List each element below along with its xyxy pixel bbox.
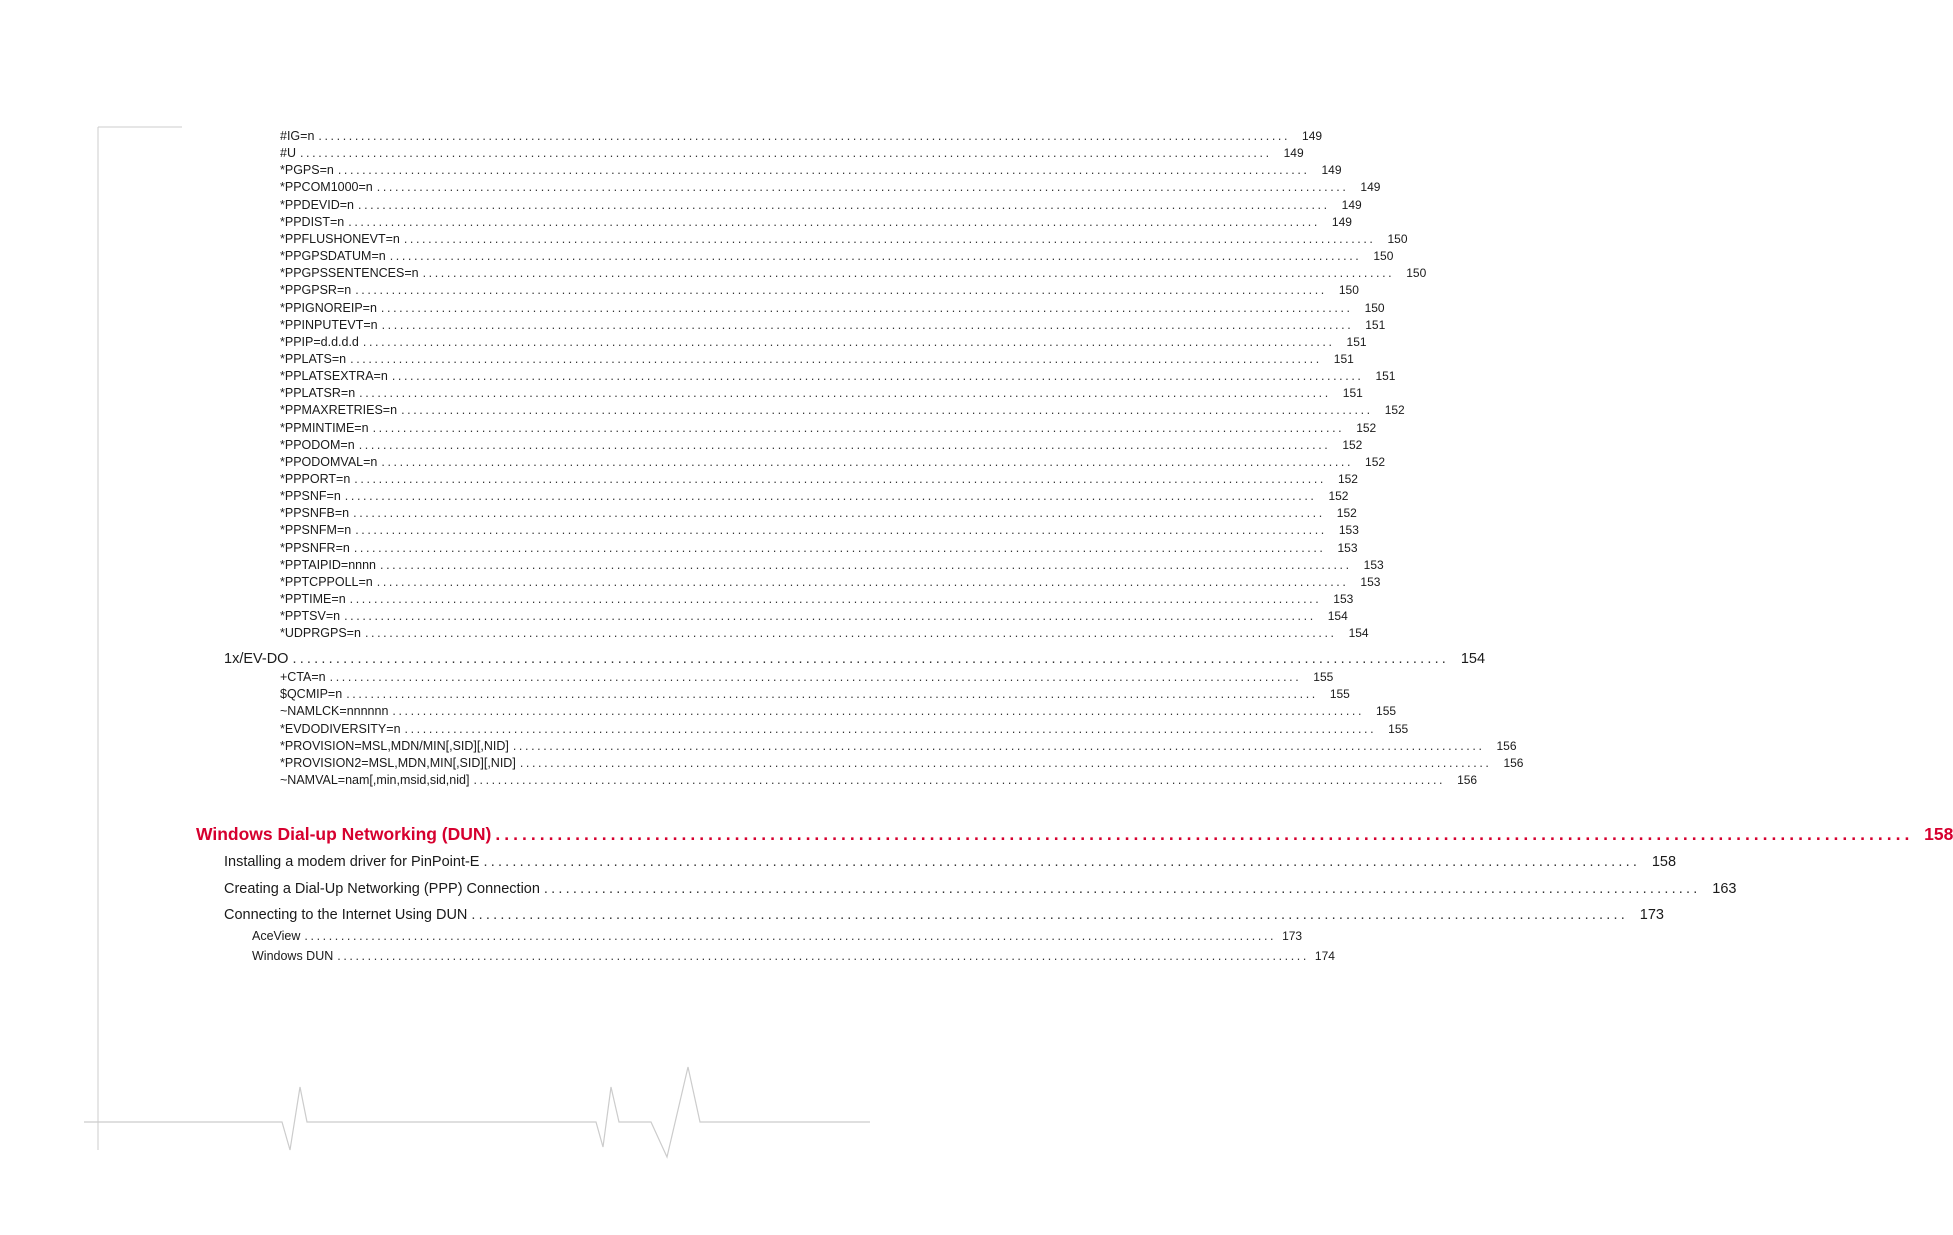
leader-dots: ................................................................................................................................................................ xyxy=(401,403,1373,418)
leader-dots: ................................................................................................................................................................ xyxy=(381,454,1354,469)
toc-page-number: 152 xyxy=(1328,489,1349,504)
toc-entry[interactable] xyxy=(280,248,1394,265)
toc-label: *PROVISION=MSL,MDN/MIN[,SID][,NID] xyxy=(280,738,509,753)
leader-dots: ................................................................................................................................................................ xyxy=(392,704,1365,719)
toc-label: *PPODOMVAL=n xyxy=(280,454,378,469)
leader-dots: ................................................................................................................................................................ xyxy=(380,300,1353,315)
leader-dots: ................................................................................................................................................................ xyxy=(495,824,1914,844)
toc-entry[interactable] xyxy=(280,300,1385,317)
toc-label: *PPSNF=n xyxy=(280,489,341,504)
toc-label: Creating a Dial-Up Networking (PPP) Connection xyxy=(224,881,540,897)
toc-label: *PPTCPPOLL=n xyxy=(280,574,373,589)
toc-page-number: 153 xyxy=(1337,540,1358,555)
toc-page-number: 149 xyxy=(1321,163,1342,178)
leader-dots: ................................................................................................................................................................ xyxy=(358,197,1330,212)
toc-entry[interactable] xyxy=(280,437,1363,454)
toc-entry[interactable] xyxy=(280,420,1377,437)
leader-dots: ................................................................................................................................................................ xyxy=(344,609,1316,624)
toc-entry[interactable] xyxy=(280,721,1409,738)
toc-page-number: 153 xyxy=(1338,523,1359,538)
leader-dots: ................................................................................................................................................................ xyxy=(389,249,1362,264)
toc-page-number: 150 xyxy=(1373,249,1394,264)
toc-entry[interactable] xyxy=(280,471,1358,488)
toc-entry[interactable] xyxy=(280,402,1405,419)
toc-page-number: 152 xyxy=(1336,506,1357,521)
leader-dots: ................................................................................................................................................................ xyxy=(512,738,1485,753)
toc-label: Connecting to the Internet Using DUN xyxy=(224,907,468,923)
toc-entry[interactable] xyxy=(280,454,1386,471)
leader-dots: ................................................................................................................................................................ xyxy=(349,592,1322,607)
toc-page-number: 152 xyxy=(1365,454,1386,469)
leader-dots: ................................................................................................................................................................ xyxy=(519,756,1492,770)
toc-entry[interactable] xyxy=(280,162,1342,179)
toc-page-number: 154 xyxy=(1348,626,1369,641)
toc-page-number: 153 xyxy=(1333,592,1354,607)
toc-label: *UDPRGPS=n xyxy=(280,626,361,641)
toc-label: *PPMINTIME=n xyxy=(280,420,369,435)
toc-page-number: 158 xyxy=(1651,854,1677,870)
toc-entry[interactable] xyxy=(280,625,1369,642)
toc-page-number: 155 xyxy=(1313,670,1334,684)
toc-entry[interactable] xyxy=(280,282,1359,299)
toc-page-number: 152 xyxy=(1356,420,1377,435)
toc-page-number: 151 xyxy=(1375,369,1396,384)
leader-dots: ................................................................................................................................................................ xyxy=(355,523,1327,538)
toc-page-number: 152 xyxy=(1337,472,1358,486)
toc-label: *PROVISION2=MSL,MDN,MIN[,SID][,NID] xyxy=(280,756,516,770)
toc-page-number: 150 xyxy=(1387,231,1408,246)
toc-entry[interactable] xyxy=(280,179,1381,196)
toc-entry[interactable] xyxy=(280,368,1396,385)
toc-label: *PPDIST=n xyxy=(280,214,345,229)
toc-page-number: 156 xyxy=(1457,773,1478,788)
pulse-line xyxy=(84,1067,870,1157)
toc-entry[interactable] xyxy=(280,145,1304,162)
toc-page-number: 163 xyxy=(1712,881,1737,897)
toc-label: ~NAMLCK=nnnnnn xyxy=(280,704,389,719)
toc-section-installing-modem-driver[interactable] xyxy=(224,852,1677,872)
toc-entry[interactable] xyxy=(280,385,1363,402)
toc-page-number: 173 xyxy=(1639,907,1664,923)
leader-dots: ................................................................................................................................................................ xyxy=(337,163,1310,178)
toc-chapter-title: Windows Dial-up Networking (DUN) xyxy=(196,824,492,844)
toc-page-number: 149 xyxy=(1283,146,1304,161)
toc-page-number: 156 xyxy=(1503,756,1524,770)
toc-chapter-windows-dun[interactable] xyxy=(196,822,1953,846)
toc-label: *PPPORT=n xyxy=(280,472,351,486)
toc-label: Installing a modem driver for PinPoint-E xyxy=(224,854,480,870)
toc-label: *PPSNFB=n xyxy=(280,506,350,521)
toc-label: *PPINPUTEVT=n xyxy=(280,317,378,332)
toc-entry[interactable] xyxy=(280,755,1524,772)
leader-dots: ................................................................................................................................................................ xyxy=(329,670,1302,684)
leader-dots: ................................................................................................................................................................ xyxy=(422,266,1395,281)
leader-dots: ................................................................................................................................................................ xyxy=(403,231,1376,246)
toc-entry[interactable] xyxy=(280,214,1352,231)
toc-entry[interactable] xyxy=(280,574,1381,591)
leader-dots: ................................................................................................................................................................ xyxy=(346,687,1318,702)
toc-label: *PPLATSR=n xyxy=(280,386,356,401)
toc-entry[interactable] xyxy=(280,351,1354,368)
toc-page-number: 149 xyxy=(1302,129,1323,143)
toc-entry[interactable] xyxy=(280,197,1362,214)
toc-label: +CTA=n xyxy=(280,670,326,684)
toc-subsection-aceview[interactable] xyxy=(252,928,1303,945)
toc-page-number: 158 xyxy=(1924,824,1953,844)
toc-page-number: 151 xyxy=(1365,317,1386,332)
toc-entry[interactable] xyxy=(280,772,1478,789)
toc-page-number: 150 xyxy=(1364,300,1385,315)
toc-section-evdo[interactable] xyxy=(224,649,1486,669)
toc-page-number: 153 xyxy=(1360,574,1381,589)
leader-dots: ................................................................................................................................................................ xyxy=(299,146,1272,161)
toc-entry[interactable] xyxy=(280,557,1384,574)
toc-label: *PPLATSEXTRA=n xyxy=(280,369,388,384)
leader-dots: ................................................................................................................................................................ xyxy=(364,626,1337,641)
toc-section-creating-dun-connection[interactable] xyxy=(224,879,1737,899)
toc-label: *PPLATS=n xyxy=(280,351,347,366)
leader-dots: ................................................................................................................................................................ xyxy=(359,386,1331,401)
leader-dots: ................................................................................................................................................................ xyxy=(318,129,1291,143)
leader-dots: ................................................................................................................................................................ xyxy=(353,506,1325,521)
toc-entry[interactable] xyxy=(280,608,1348,625)
toc-label: *PPIGNOREIP=n xyxy=(280,300,377,315)
toc-entry[interactable] xyxy=(280,231,1408,248)
toc-label: #U xyxy=(280,146,296,161)
toc-label: AceView xyxy=(252,929,301,943)
toc-entry[interactable] xyxy=(280,738,1517,755)
leader-dots: ................................................................................................................................................................ xyxy=(348,214,1320,229)
toc-page-number: 152 xyxy=(1384,403,1405,418)
toc-page-number: 153 xyxy=(1363,557,1384,572)
toc-page-number: 149 xyxy=(1341,197,1362,212)
leader-dots: ................................................................................................................................................................ xyxy=(354,472,1326,486)
toc-page-number: 155 xyxy=(1388,721,1409,736)
leader-dots: ................................................................................................................................................................ xyxy=(372,420,1345,435)
toc-page-number: 150 xyxy=(1406,266,1427,281)
toc-page-number: 154 xyxy=(1460,651,1486,667)
leader-dots: ................................................................................................................................................................ xyxy=(355,283,1327,298)
leader-dots: ................................................................................................................................................................ xyxy=(473,773,1446,788)
toc-label: *PPSNFM=n xyxy=(280,523,352,538)
leader-dots: ................................................................................................................................................................ xyxy=(471,907,1628,923)
toc-page-number: 154 xyxy=(1327,609,1348,624)
toc-page-number: 149 xyxy=(1331,214,1352,229)
toc-entry[interactable] xyxy=(280,488,1349,505)
toc-label: *PPGPSR=n xyxy=(280,283,352,298)
toc-entry[interactable] xyxy=(280,703,1397,720)
toc-page-number: 151 xyxy=(1346,334,1367,349)
toc-section-connecting-internet-dun[interactable] xyxy=(224,905,1664,925)
toc-label: #IG=n xyxy=(280,129,315,143)
toc-page-number: 151 xyxy=(1342,386,1363,401)
toc-entry[interactable] xyxy=(280,686,1350,703)
toc-page-number: 156 xyxy=(1496,738,1517,753)
leader-dots: ................................................................................................................................................................ xyxy=(292,651,1450,667)
leader-dots: ................................................................................................................................................................ xyxy=(380,557,1352,572)
toc-label: *PPIP=d.d.d.d xyxy=(280,334,359,349)
toc-label: *PPGPSDATUM=n xyxy=(280,249,386,264)
toc-label: *PPSNFR=n xyxy=(280,540,350,555)
toc-label: *PPTSV=n xyxy=(280,609,341,624)
leader-dots: ................................................................................................................................................................ xyxy=(543,881,1701,897)
toc-page-number: 155 xyxy=(1329,687,1350,702)
toc-page-number: 152 xyxy=(1342,437,1363,452)
toc-label: *PPTAIPID=nnnn xyxy=(280,557,377,572)
toc-label: *PPDEVID=n xyxy=(280,197,354,212)
toc-subsection-windows-dun[interactable] xyxy=(252,948,1335,965)
toc-page-number: 150 xyxy=(1338,283,1359,298)
toc-label: *PPODOM=n xyxy=(280,437,355,452)
leader-dots: ................................................................................................................................................................ xyxy=(376,574,1349,589)
leader-dots: ................................................................................................................................................................ xyxy=(381,317,1354,332)
toc-label: *PPTIME=n xyxy=(280,592,346,607)
toc-entry[interactable] xyxy=(280,505,1357,522)
toc-entry[interactable] xyxy=(280,669,1334,686)
toc-entry[interactable] xyxy=(280,540,1358,557)
toc-label: *EVDODIVERSITY=n xyxy=(280,721,401,736)
toc-page-number: 174 xyxy=(1314,949,1335,963)
toc-page-number: 149 xyxy=(1360,180,1381,195)
leader-dots: ................................................................................................................................................................ xyxy=(337,949,1309,963)
toc-page-number: 155 xyxy=(1376,704,1397,719)
leader-dots: ................................................................................................................................................................ xyxy=(483,854,1641,870)
toc-label: ~NAMVAL=nam[,min,msid,sid,nid] xyxy=(280,773,470,788)
leader-dots: ................................................................................................................................................................ xyxy=(362,334,1335,349)
toc-entry[interactable] xyxy=(280,334,1367,351)
toc-label: Windows DUN xyxy=(252,949,334,963)
toc-label: *PPMAXRETRIES=n xyxy=(280,403,398,418)
toc-label: *PGPS=n xyxy=(280,163,334,178)
toc-label: 1x/EV-DO xyxy=(224,651,289,667)
leader-dots: ................................................................................................................................................................ xyxy=(404,721,1377,736)
toc-entry[interactable] xyxy=(280,128,1323,145)
toc-entry[interactable] xyxy=(280,265,1427,282)
leader-dots: ................................................................................................................................................................ xyxy=(358,437,1331,452)
toc-entry[interactable] xyxy=(280,522,1359,539)
toc-label: $QCMIP=n xyxy=(280,687,343,702)
leader-dots: ................................................................................................................................................................ xyxy=(391,369,1364,384)
toc-label: *PPGPSSENTENCES=n xyxy=(280,266,419,281)
leader-dots: ................................................................................................................................................................ xyxy=(376,180,1349,195)
toc-page-number: 173 xyxy=(1282,929,1303,943)
leader-dots: ................................................................................................................................................................ xyxy=(353,540,1326,555)
toc-entry[interactable] xyxy=(280,317,1386,334)
leader-dots: ................................................................................................................................................................ xyxy=(344,489,1317,504)
toc-entry[interactable] xyxy=(280,591,1354,608)
leader-dots: ................................................................................................................................................................ xyxy=(304,929,1277,943)
toc-label: *PPFLUSHONEVT=n xyxy=(280,231,400,246)
toc-label: *PPCOM1000=n xyxy=(280,180,373,195)
toc-page-number: 151 xyxy=(1333,351,1354,366)
leader-dots: ................................................................................................................................................................ xyxy=(350,351,1322,366)
